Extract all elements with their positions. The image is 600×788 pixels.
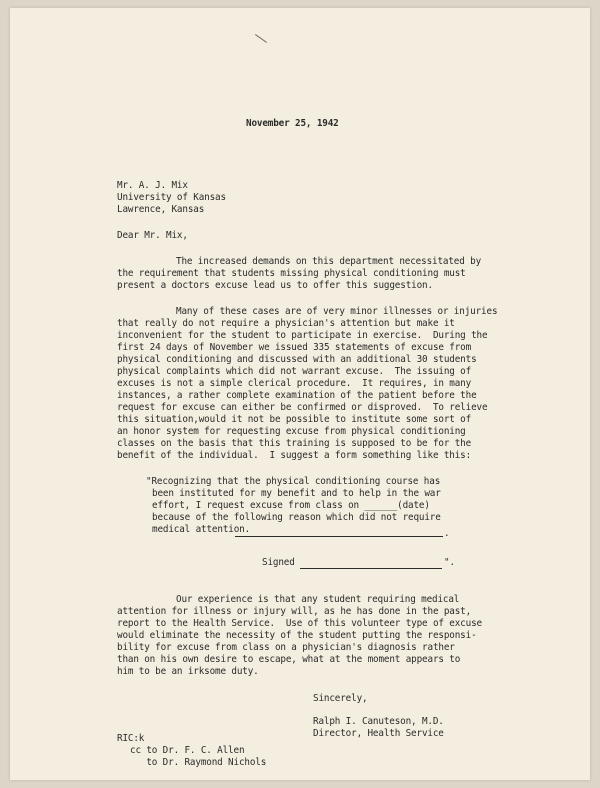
text-line: inconvenient for the student to participate in exercise. During the bbox=[117, 330, 488, 341]
text-line: classes on the basis that this training is supposed to be for the bbox=[117, 438, 472, 449]
text-line: The increased demands on this department necessitated by bbox=[176, 256, 482, 267]
signed-end: ". bbox=[444, 557, 455, 568]
text-line: this situation,would it not be possible to institute some sort of bbox=[117, 414, 472, 425]
text-line: Our experience is that any student requiring medical bbox=[176, 594, 460, 605]
recipient-name: Mr. A. J. Mix bbox=[117, 180, 188, 191]
text-line: him to be an irksome duty. bbox=[117, 666, 259, 677]
text-line: would eliminate the necessity of the student putting the responsi- bbox=[117, 630, 477, 641]
text-line: benefit of the individual. I suggest a form something like this: bbox=[117, 450, 472, 461]
signed-label: Signed bbox=[262, 557, 295, 568]
text-line: Many of these cases are of very minor illnesses or injuries bbox=[176, 306, 498, 317]
letter-date: November 25, 1942 bbox=[246, 118, 339, 129]
text-line: present a doctors excuse lead us to offer this suggestion. bbox=[117, 280, 433, 291]
cc-line: cc to Dr. F. C. Allen bbox=[130, 745, 245, 756]
text-line: than on his own desire to escape, what at the moment appears to bbox=[117, 654, 461, 665]
text-line: instances, a rather complete examination of the patient before the bbox=[117, 390, 477, 401]
text-line: medical attention. bbox=[152, 524, 251, 535]
closing: Sincerely, bbox=[313, 693, 368, 704]
recipient-city: Lawrence, Kansas bbox=[117, 204, 205, 215]
recipient-org: University of Kansas bbox=[117, 192, 226, 203]
text-line: an honor system for requesting excuse from physical conditioning bbox=[117, 426, 466, 437]
text-line: report to the Health Service. Use of this volunteer type of excuse bbox=[117, 618, 482, 629]
cc-line: to Dr. Raymond Nichols bbox=[130, 757, 267, 768]
signature-blank-line bbox=[300, 568, 442, 569]
text-line: excuses is not a simple clerical procedure. It requires, in many bbox=[117, 378, 472, 389]
text-line: that really do not require a physician's attention but make it bbox=[117, 318, 455, 329]
text-line: physical conditioning and discussed with an additional 30 students bbox=[117, 354, 477, 365]
text-line: because of the following reason which did not require bbox=[152, 512, 441, 523]
text-line: "Recognizing that the physical conditioning course has bbox=[146, 476, 441, 487]
signer-name: Ralph I. Canuteson, M.D. bbox=[313, 716, 444, 727]
signer-title: Director, Health Service bbox=[313, 728, 444, 739]
text-line: effort, I request excuse from class on ______(date) bbox=[152, 500, 430, 511]
text-line: physical complaints which did not warrant excuse. The issuing of bbox=[117, 366, 472, 377]
text-line: the requirement that students missing physical conditioning must bbox=[117, 268, 466, 279]
text-line: bility for excuse from class on a physician's diagnosis rather bbox=[117, 642, 455, 653]
paper-mark bbox=[255, 34, 267, 43]
reason-line-end: . bbox=[444, 528, 450, 539]
typist-initials: RIC:k bbox=[117, 733, 145, 744]
text-line: first 24 days of November we issued 335 statements of excuse from bbox=[117, 342, 472, 353]
text-line: been instituted for my benefit and to help in the war bbox=[152, 488, 441, 499]
salutation: Dear Mr. Mix, bbox=[117, 230, 188, 241]
text-line: request for excuse can either be confirmed or disproved. To relieve bbox=[117, 402, 488, 413]
reason-blank-line bbox=[235, 536, 443, 537]
text-line: attention for illness or injury will, as he has done in the past, bbox=[117, 606, 472, 617]
